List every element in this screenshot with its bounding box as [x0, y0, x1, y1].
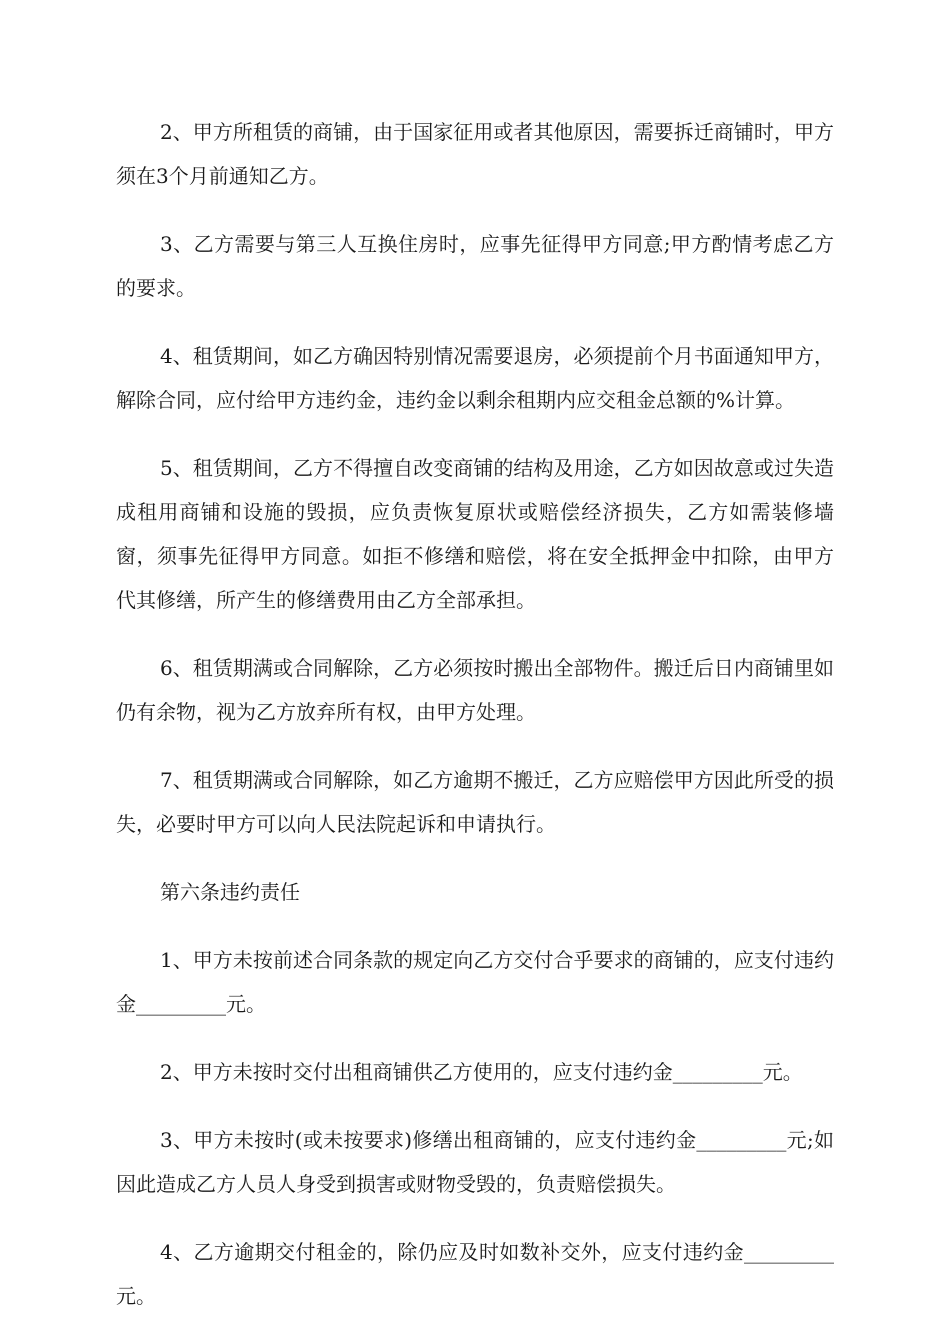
clause-7-overdue-move: 7、租赁期满或合同解除，如乙方逾期不搬迁，乙方应赔偿甲方因此所受的损失，必要时甲方可以向人民法院起诉和申请执行。 — [116, 768, 834, 836]
clause-4-early-termination: 4、租赁期间，如乙方确因特别情况需要退房，必须提前个月书面通知甲方，解除合同，应付给甲方违约金，违约金以剩余租期内应交租金总额的%计算。 — [116, 344, 834, 412]
breach-clause-4: 4、乙方逾期交付租金的，除仍应及时如数补交外，应支付违约金_________元。 — [116, 1240, 834, 1308]
clause-2-demolition-notice: 2、甲方所租赁的商铺，由于国家征用或者其他原因，需要拆迁商铺时，甲方须在3个月前通知乙方。 — [116, 120, 834, 188]
clause-6-move-out: 6、租赁期满或合同解除，乙方必须按时搬出全部物件。搬迁后日内商铺里如仍有余物，视为乙方放弃所有权，由甲方处理。 — [116, 656, 834, 724]
clause-3-housing-exchange: 3、乙方需要与第三人互换住房时，应事先征得甲方同意;甲方酌情考虑乙方的要求。 — [116, 232, 834, 300]
section-heading-breach-liability: 第六条违约责任 — [160, 880, 300, 904]
document-page — [116, 110, 834, 1342]
clause-5-structure-alteration: 5、租赁期间，乙方不得擅自改变商铺的结构及用途，乙方如因故意或过失造成租用商铺和设施的毁损，应负责恢复原状或赔偿经济损失，乙方如需装修墙窗，须事先征得甲方同意。如拒不修缮和赔偿，将在安全抵押金中扣除，由甲方代其修缮，所产生的修缮费用由乙方全部承担。 — [116, 456, 834, 612]
breach-clause-1: 1、甲方未按前述合同条款的规定向乙方交付合乎要求的商铺的，应支付违约金_________元。 — [116, 948, 834, 1016]
breach-clause-2: 2、甲方未按时交付出租商铺供乙方使用的，应支付违约金_________元。 — [160, 1060, 803, 1084]
breach-clause-3: 3、甲方未按时(或未按要求)修缮出租商铺的，应支付违约金_________元;如因此造成乙方人员人身受到损害或财物受毁的，负责赔偿损失。 — [116, 1128, 834, 1196]
